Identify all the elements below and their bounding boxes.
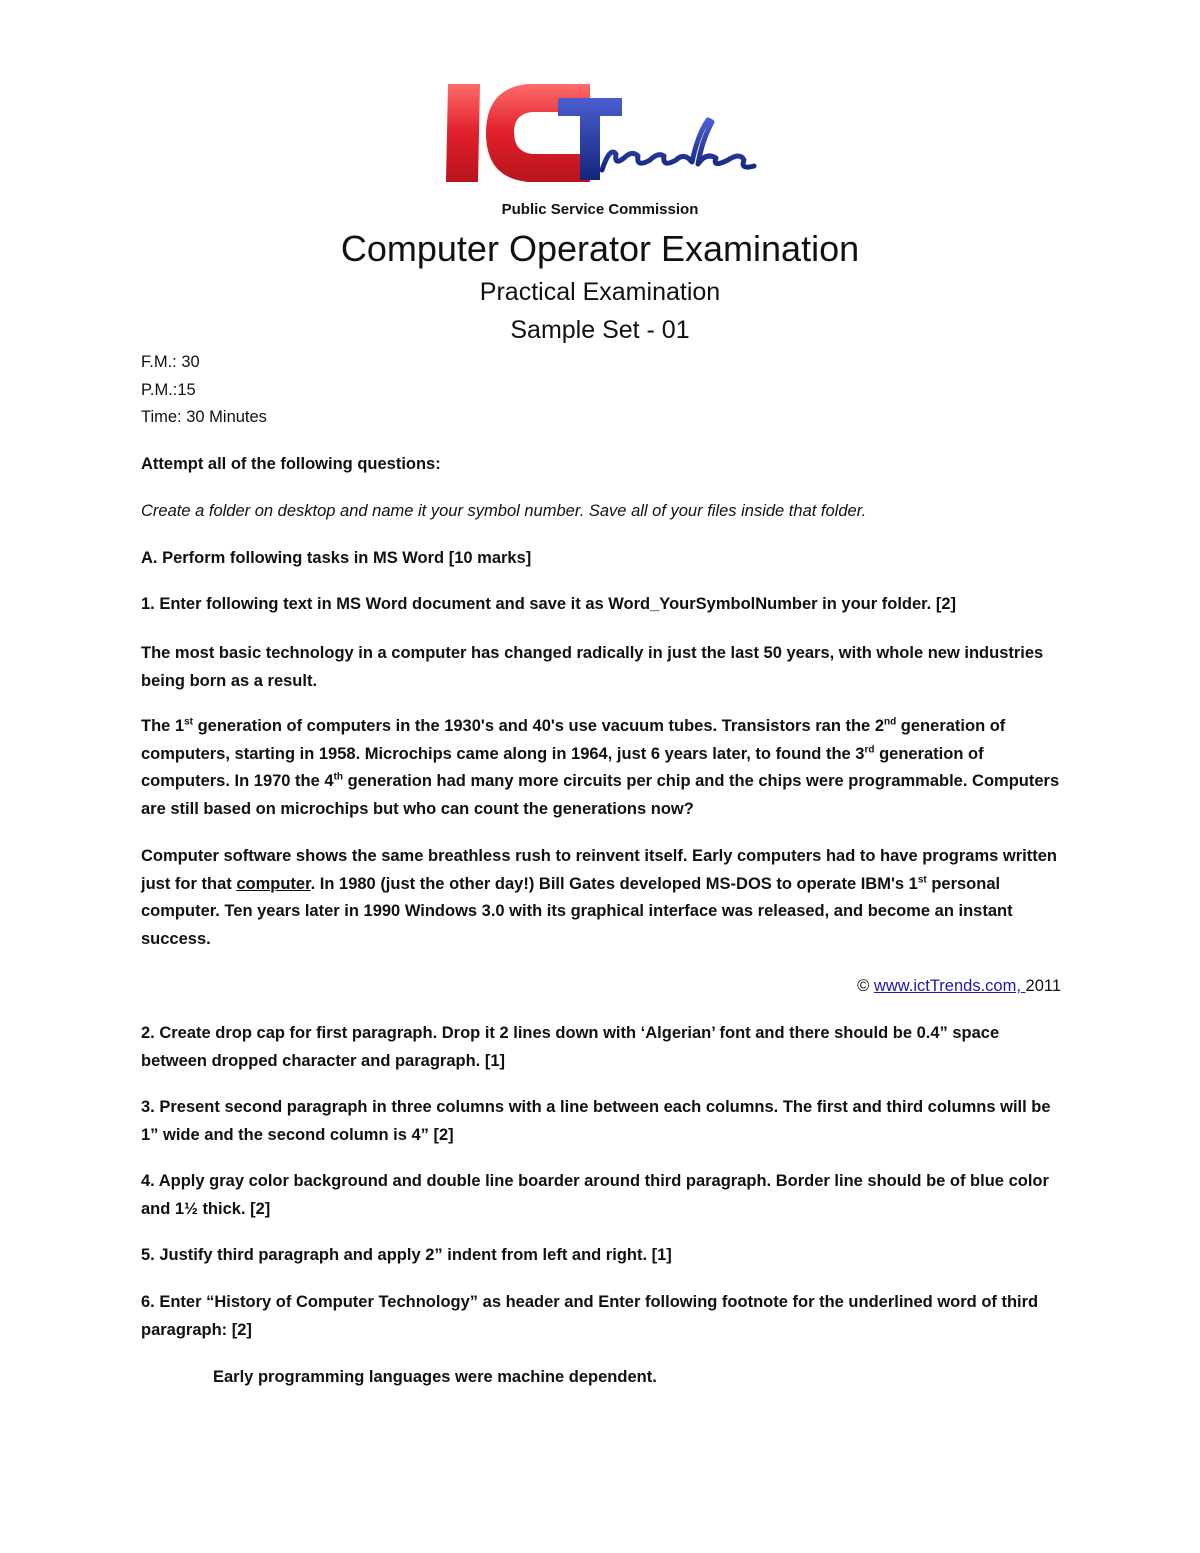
paragraph-2: The 1st generation of computers in the 1930's and 40's use vacuum tubes. Transistors ran the 2nd generation of computers, starting in 1958. Microchips came along in 1964, just 6 years later, to found the 3rd generation of computers. In 1970 the 4th generation had many more circuits per chip and the chips were programmable. Computers are still based on microchips but who can count the generations now? [141,716,1060,818]
page-title: Computer Operator Examination [340,228,860,269]
question-3: 3. Present second paragraph in three columns with a line between each columns. The first and third columns will be 1” wide and the second column is 4” [2] [141,1098,1051,1144]
question-4: 4. Apply gray color background and double line boarder around third paragraph. Border line should be of blue color and 1½ thick. [2] [141,1172,1049,1218]
folder-instruction: Create a folder on desktop and name it your symbol number. Save all of your files inside that folder. [141,502,867,520]
ict-trends-logo [440,74,770,194]
question-1: 1. Enter following text in MS Word document and save it as Word_YourSymbolNumber in your folder. [2] [141,595,957,613]
underlined-word: computer [236,874,311,893]
paragraph-1: The most basic technology in a computer has changed radically in just the last 50 years, with whole new industries being born as a result. [141,644,1044,690]
sample-set: Sample Set - 01 [510,316,690,344]
exam-type: Practical Examination [479,278,721,306]
website-link[interactable]: www.ictTrends.com, [873,977,1026,995]
logo-letter-i [446,84,480,182]
question-6: 6. Enter “History of Computer Technology” as header and Enter following footnote for the underlined word of third paragraph: [2] [141,1293,1039,1339]
full-marks: F.M.: 30 [141,353,200,371]
time-allowed: Time: 30 Minutes [141,408,267,426]
question-2: 2. Create drop cap for first paragraph. Drop it 2 lines down with ‘Algerian’ font and there should be 0.4” space between dropped character and paragraph. [1] [141,1024,1000,1070]
org-name: Public Service Commission [501,201,699,218]
pass-marks: P.M.:15 [141,380,196,399]
logo-rends-script [602,120,754,170]
footnote-text: Early programming languages were machine dependent. [213,1368,657,1386]
paragraph-3: Computer software shows the same breathless rush to reinvent itself. Early computers had to have programs written just for that computer. In 1980 (just the other day!) Bill Gates developed MS-DOS to operate IBM's 1st personal computer. Ten years later in 1990 Windows 3.0 with its graphical interface was released, and become an instant success. [141,847,1057,948]
question-5: 5. Justify third paragraph and apply 2” indent from left and right. [1] [141,1246,672,1264]
meta-block [141,349,1061,432]
section-a-heading: A. Perform following tasks in MS Word [10 marks] [141,549,532,567]
copyright-line: © www.ictTrends.com, 2011 [857,977,1061,995]
attempt-instruction: Attempt all of the following questions: [141,455,441,473]
